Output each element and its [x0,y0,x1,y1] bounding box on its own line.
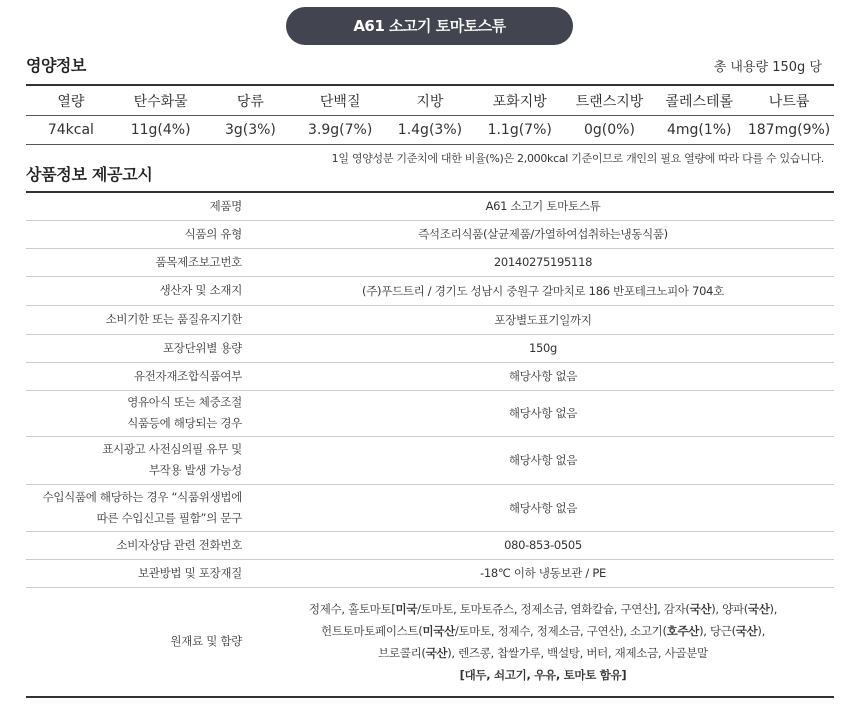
nutrition-value-cell: 0g(0%) [565,116,655,145]
info-label-line: 품목제조보고번호 [155,254,242,269]
info-label-line: 식품의 유형 [184,226,242,241]
info-label [26,305,252,334]
info-value: A61 소고기 토마토스튜 [252,192,834,220]
info-value: 해당사항 없음 [252,436,834,484]
nutrition-header-cell: 탄수화물 [116,85,206,116]
info-value: 해당사항 없음 [252,390,834,436]
info-label [26,334,252,362]
product-info-heading: 상품정보 제공고시 [26,165,153,184]
info-label [26,192,252,220]
info-label [26,276,252,305]
nutrition-header-cell: 당류 [206,85,296,116]
info-label [26,390,252,436]
info-label-line: 부작용 발생 가능성 [148,463,242,477]
nutrition-header-cell: 포화지방 [475,85,565,116]
info-label-line: 제품명 [209,198,242,213]
info-row [26,531,834,559]
info-label-line: 포장단위별 용량 [162,340,242,355]
info-row [26,276,834,305]
info-row [26,334,834,362]
ingredients-line [252,620,834,642]
ingredient-text: 헌트토마토페이스트( [321,623,423,638]
info-row [26,305,834,334]
ingredient-text: ), 당근( [699,623,736,638]
info-label [26,531,252,559]
info-value: 해당사항 없음 [252,484,834,531]
nutrition-value-cell: 1.1g(7%) [475,116,565,145]
info-label [26,362,252,390]
info-label [26,559,252,587]
info-row [26,192,834,220]
info-label-line: 보관방법 및 포장재질 [138,565,242,580]
nutrition-heading: 영양정보 [26,56,86,75]
nutrition-footnote: 1일 영양성분 기준치에 대한 비율(%)은 2,000kcal 기준이므로 개인의 필요 열량에 따라 다를 수 있습니다. [331,152,824,165]
nutrition-value-row [26,116,834,145]
ingredient-text: /토마토, 정제수, 정제소금, 구연산), 소고기( [454,623,667,638]
nutrition-value-cell: 4mg(1%) [654,116,744,145]
nutrition-value-cell: 1.4g(3%) [385,116,475,145]
info-label [26,484,252,531]
info-label-line: 표시광고 사전심의필 유무 및 [102,442,242,456]
ingredient-text: ), [757,623,765,638]
info-value: 해당사항 없음 [252,362,834,390]
nutrition-header-cell: 나트륨 [744,85,834,116]
ingredient-text: ), 양파( [711,601,748,616]
ingredient-origin-bold: 국산 [689,601,712,616]
info-row [26,559,834,587]
nutrition-header-cell: 트랜스지방 [565,85,655,116]
ingredient-origin-bold: 미국 [395,601,418,616]
nutrition-header-cell: 열량 [26,85,116,116]
ingredient-text: 브로콜리( [378,645,426,660]
info-row [26,362,834,390]
info-row [26,248,834,276]
nutrition-header-cell: 콜레스테롤 [654,85,744,116]
info-value: 20140275195118 [252,248,834,276]
info-row [26,436,834,484]
nutrition-value-cell: 3g(3%) [206,116,296,145]
info-label-line: 식품등에 해당되는 경우 [127,416,242,430]
ingredient-text: ), [769,601,778,616]
info-value: -18℃ 이하 냉동보관 / PE [252,559,834,587]
info-label [26,248,252,276]
nutrition-header-cell: 지방 [385,85,475,116]
info-value: 150g [252,334,834,362]
info-label [26,436,252,484]
nutrition-value-cell: 3.9g(7%) [295,116,385,145]
ingredients-line [252,642,834,664]
nutrition-table [26,84,834,145]
info-value: 즉석조리식품(살균제품/가열하여섭취하는냉동식품) [252,220,834,248]
nutrition-value-cell: 11g(4%) [116,116,206,145]
info-label-line: 유전자재조합식품여부 [133,368,242,383]
info-value: 080-853-0505 [252,531,834,559]
info-row [26,220,834,248]
info-value: (주)푸드트리 / 경기도 성남시 중원구 갈마치로 186 반포테크노피아 704호 [252,276,834,305]
info-row [26,484,834,531]
ingredient-text: 정제수, 홀토마토[ [308,601,396,616]
ingredients-row [26,587,834,697]
product-title-banner: A61 소고기 토마토스튜 [286,7,573,45]
info-label-line: 소비자상담 관련 전화번호 [116,537,242,552]
serving-size: 총 내용량 150g 당 [713,60,822,75]
ingredient-origin-bold: [대두, 쇠고기, 우유, 토마토 함유] [459,667,627,682]
ingredient-text: /토마토, 토마토쥬스, 정제소금, 염화칼슘, 구연산], 감자( [417,601,690,616]
nutrition-header-row [26,85,834,116]
ingredient-origin-bold: 미국산 [422,623,455,638]
ingredient-origin-bold: 국산 [747,601,770,616]
ingredients-label: 원재료 및 함량 [26,587,252,697]
nutrition-value-cell: 74kcal [26,116,116,145]
ingredient-origin-bold: 국산 [425,645,448,660]
ingredients-value [252,587,834,697]
nutrition-value-cell: 187mg(9%) [744,116,834,145]
info-value: 포장별도표기일까지 [252,305,834,334]
ingredient-origin-bold: 호주산 [666,623,700,638]
info-row [26,390,834,436]
ingredient-origin-bold: 국산 [735,623,758,638]
product-info-table [26,191,834,698]
ingredient-text: ), 렌즈콩, 찹쌀가루, 백설탕, 버터, 재제소금, 사골분말 [447,645,708,660]
info-label [26,220,252,248]
ingredients-line [252,598,834,620]
info-label-line: 수입식품에 해당하는 경우 “식품위생법에 [42,489,242,504]
ingredients-line [252,664,834,686]
info-label-line: 따른 수입신고를 필함”의 문구 [96,510,242,525]
info-label-line: 영유아식 또는 체중조절 [127,395,242,409]
info-label-line: 소비기한 또는 품질유지기한 [105,312,242,326]
info-label-line: 생산자 및 소재지 [159,283,242,297]
nutrition-header-cell: 단백질 [295,85,385,116]
